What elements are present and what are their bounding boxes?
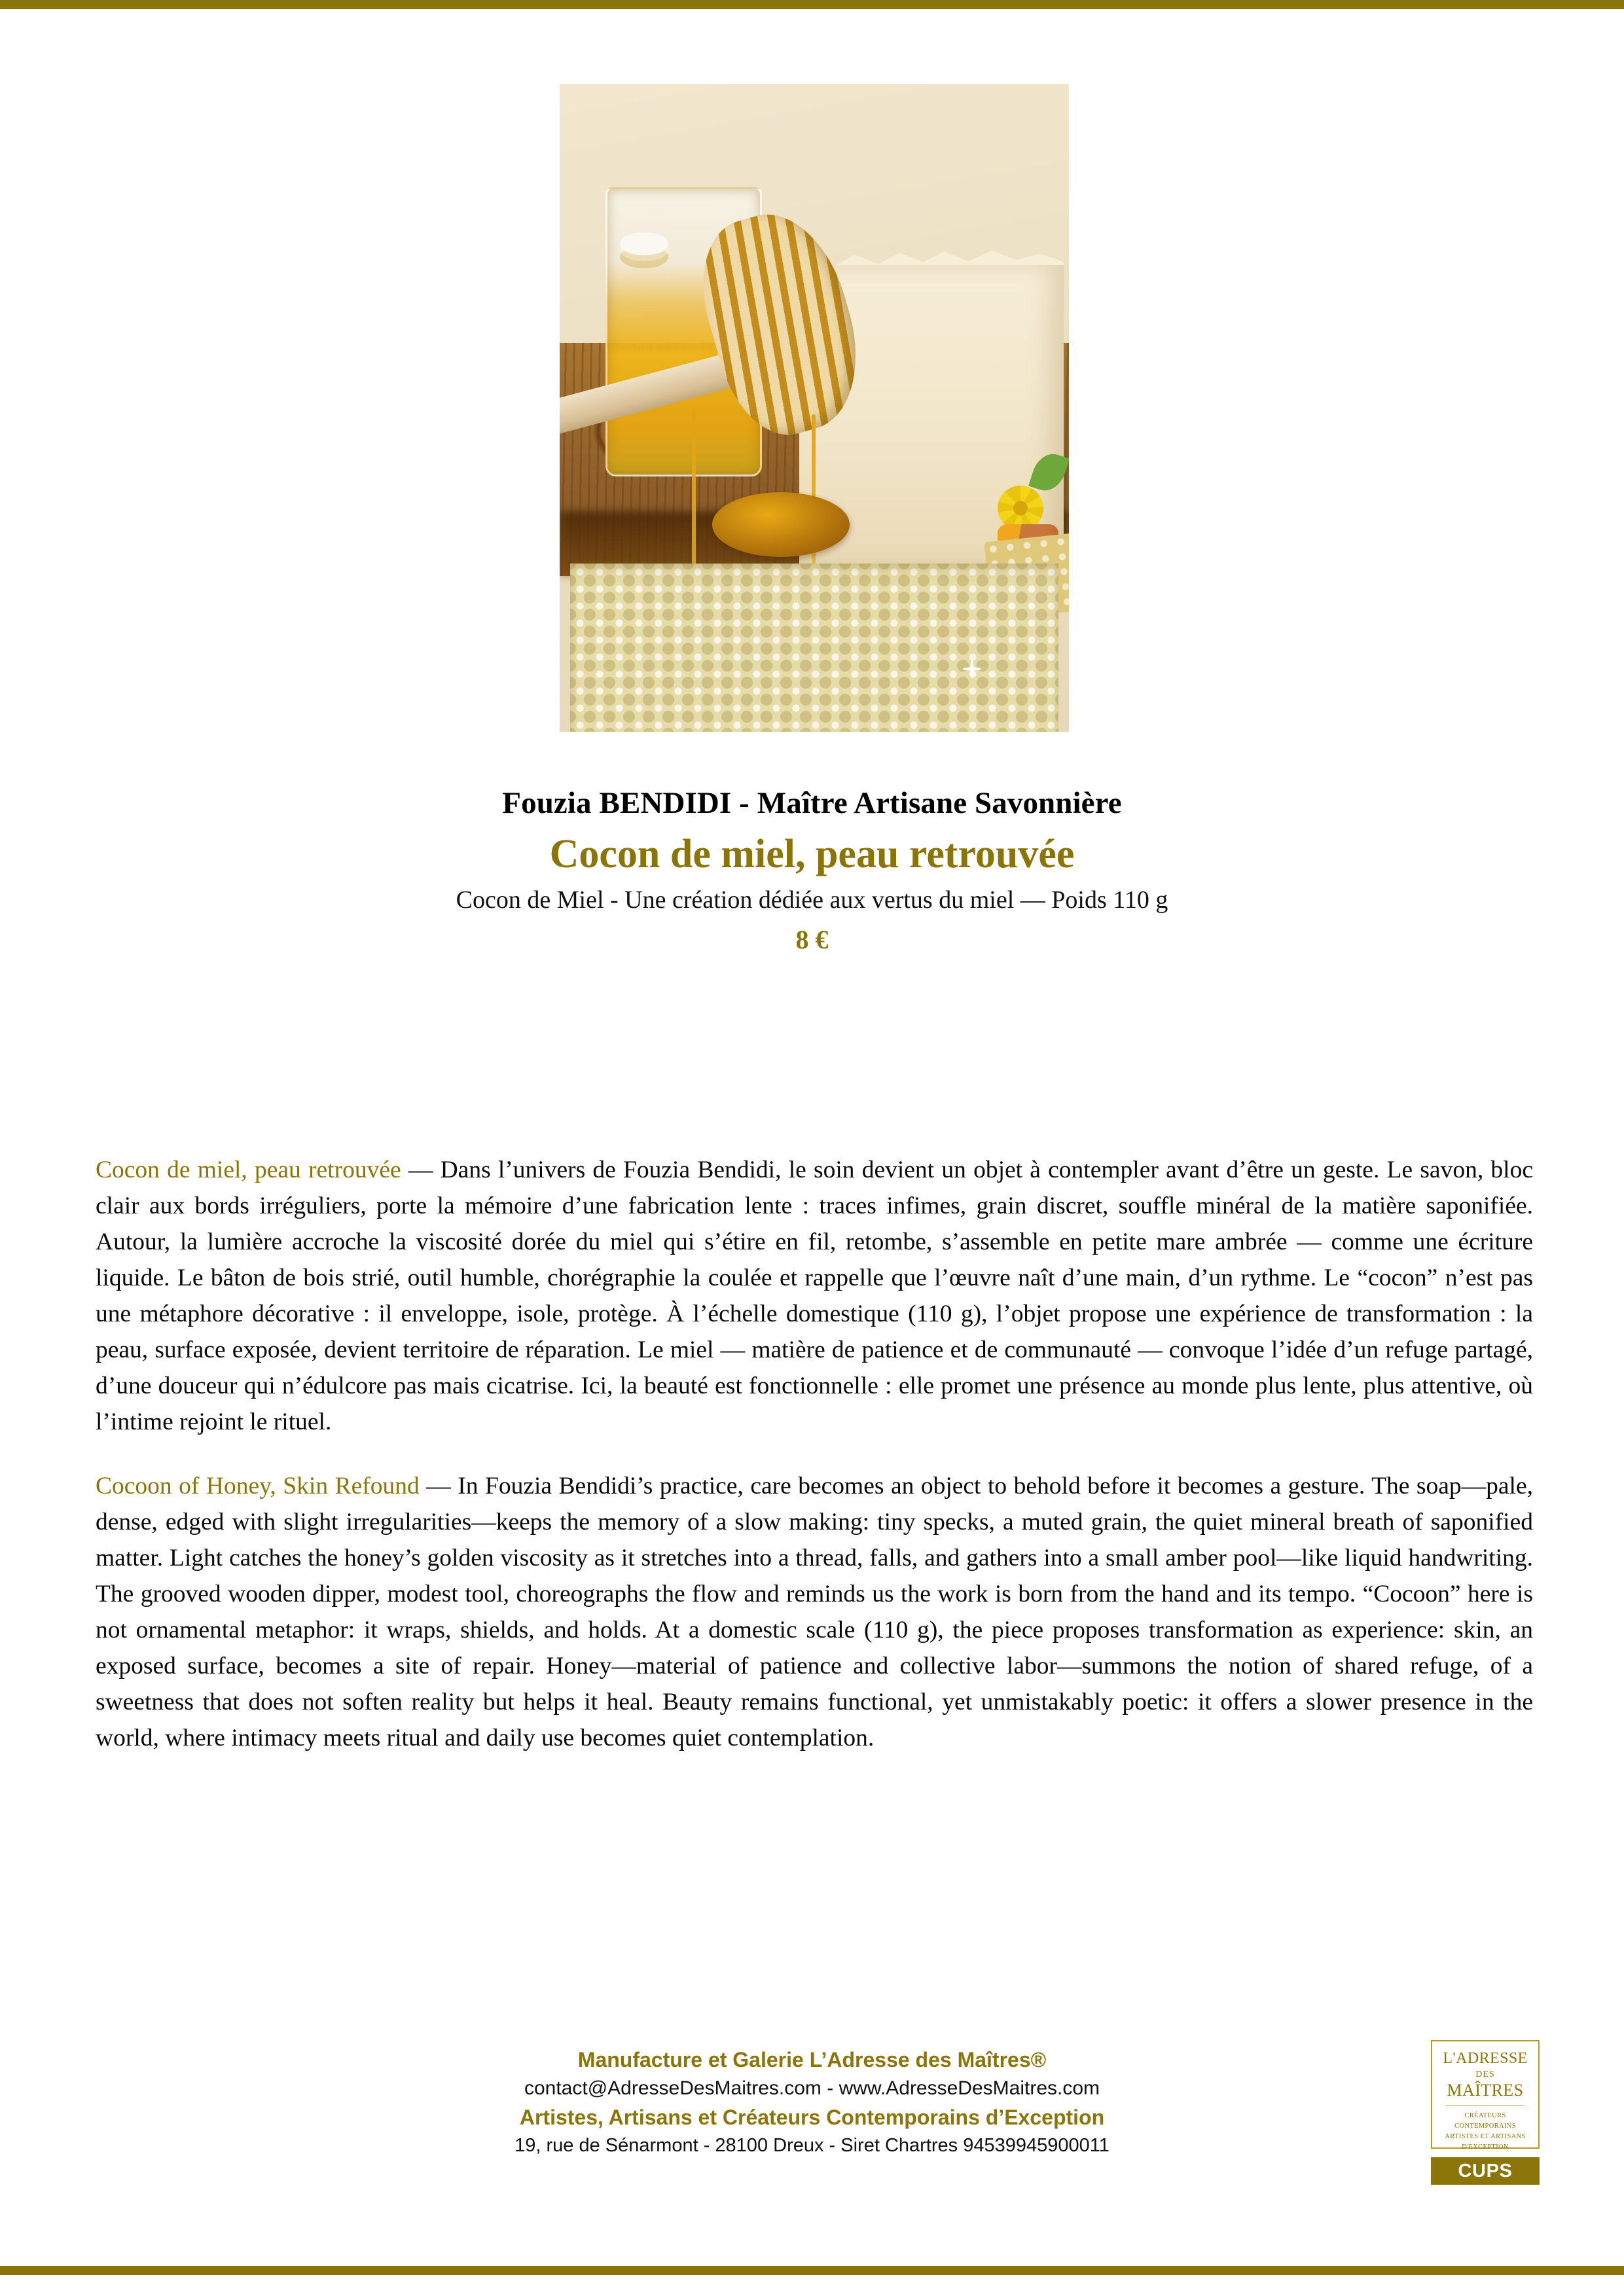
- logo-line-1: L'ADRESSE: [1443, 2050, 1528, 2067]
- footer-address: 19, rue de Sénarmont - 28100 Dreux - Siret Chartres 94539945900011: [514, 2135, 1110, 2157]
- photo-canvas: [560, 84, 1069, 732]
- product-subtitle: Cocon de Miel - Une création dédiée aux vertus du miel — Poids 110 g: [456, 886, 1168, 914]
- beeswax-honeycomb-sheet: [570, 564, 1059, 732]
- cups-badge: CUPS: [1431, 2157, 1540, 2185]
- top-accent-bar: [0, 0, 1624, 9]
- logo-subtitle-1: CRÉATEURS CONTEMPORAINS: [1454, 2112, 1516, 2130]
- logo-subtitle-3: D'EXCEPTION: [1462, 2143, 1509, 2151]
- footer-company: Manufacture et Galerie L’Adresse des Maîtres®: [577, 2048, 1047, 2072]
- logo-subtitle-2: ARTISTES ET ARTISANS: [1445, 2132, 1526, 2140]
- logo-line-2: DES: [1475, 2069, 1495, 2079]
- paragraph-english-lead: Cocoon of Honey, Skin Refound: [96, 1472, 420, 1499]
- footer: [0, 2045, 1624, 2160]
- product-photo: [560, 84, 1069, 732]
- logo-line-3: MAÎTRES: [1447, 2080, 1524, 2100]
- paragraph-french-lead: Cocon de miel, peau retrouvée: [96, 1156, 401, 1183]
- bottom-accent-bar: [0, 2266, 1624, 2275]
- paragraph-english: [96, 1468, 1533, 1757]
- artisan-name: Fouzia BENDIDI - Maître Artisane Savonnière: [502, 786, 1122, 820]
- brand-logo: [1431, 2040, 1549, 2185]
- paragraph-english-text: — In Fouzia Bendidi’s practice, care becomes an object to behold before it becomes a gesture. The soap—pale, dense, edged with slight irregularities—keeps the memory of a slow making: tiny specks, a muted grain, the quiet mineral breath of saponified matter. Light catches the honey’s golden viscosity as it stretches into a thread, falls, and gathers into a small amber pool—like liquid handwriting. The grooved wooden dipper, modest tool, choreographs the flow and reminds us the work is born from the hand and its tempo. “Cocoon” here is not ornamental metaphor: it wraps, shields, and holds. At a domestic scale (110 g), the piece proposes transformation as experience: skin, an exposed surface, becomes a site of repair. Honey—material of patience and collective labor—summons the notion of shared refuge, of a sweetness that does not soften reality but helps it heal. Beauty remains functional, yet unmistakably poetic: it offers a slower presence in the world, where intimacy meets ritual and daily use becomes quiet contemplation.: [96, 1472, 1533, 1752]
- logo-box: [1431, 2040, 1540, 2149]
- paragraph-french: [96, 1152, 1533, 1441]
- amber-honey-pool: [712, 492, 850, 557]
- footer-tagline: Artistes, Artisans et Créateurs Contemporains d’Exception: [519, 2106, 1105, 2130]
- sparkle-highlight: [957, 654, 987, 684]
- description-body: [96, 1127, 1533, 1781]
- paragraph-french-text: — Dans l’univers de Fouzia Bendidi, le soin devient un objet à contempler avant d’être un geste. Le savon, bloc clair aux bords irréguliers, porte la mémoire d’une fabrication lente : traces infimes, grain discret, souffle minéral de la matière saponifiée. Autour, la lumière accroche la viscosité dorée du miel qui s’étire en fil, retombe, s’assemble en petite mare ambrée — comme une écriture liquide. Le bâton de bois strié, outil humble, chorégraphie la coulée et rappelle que l’œuvre naît d’une main, d’un rythme. Le “cocon” n’est pas une métaphore décorative : il enveloppe, isole, protège. À l’échelle domestique (110 g), l’objet propose une expérience de transformation : la peau, surface exposée, devient territoire de réparation. Le miel — matière de patience et de communauté — convoque l’idée d’un refuge partagé, d’une douceur qui n’édulcore pas mais cicatrise. Ici, la beauté est fonctionnelle : elle promet une présence au monde plus lente, plus attentive, où l’intime rejoint le rituel.: [96, 1156, 1533, 1436]
- footer-contact[interactable]: contact@AdresseDesMaitres.com - www.AdresseDesMaitres.com: [524, 2077, 1100, 2100]
- price-label: 8 €: [795, 925, 829, 955]
- page-title: Cocon de miel, peau retrouvée: [549, 832, 1075, 877]
- jar-rim: [620, 232, 669, 255]
- title-block: [0, 785, 1624, 956]
